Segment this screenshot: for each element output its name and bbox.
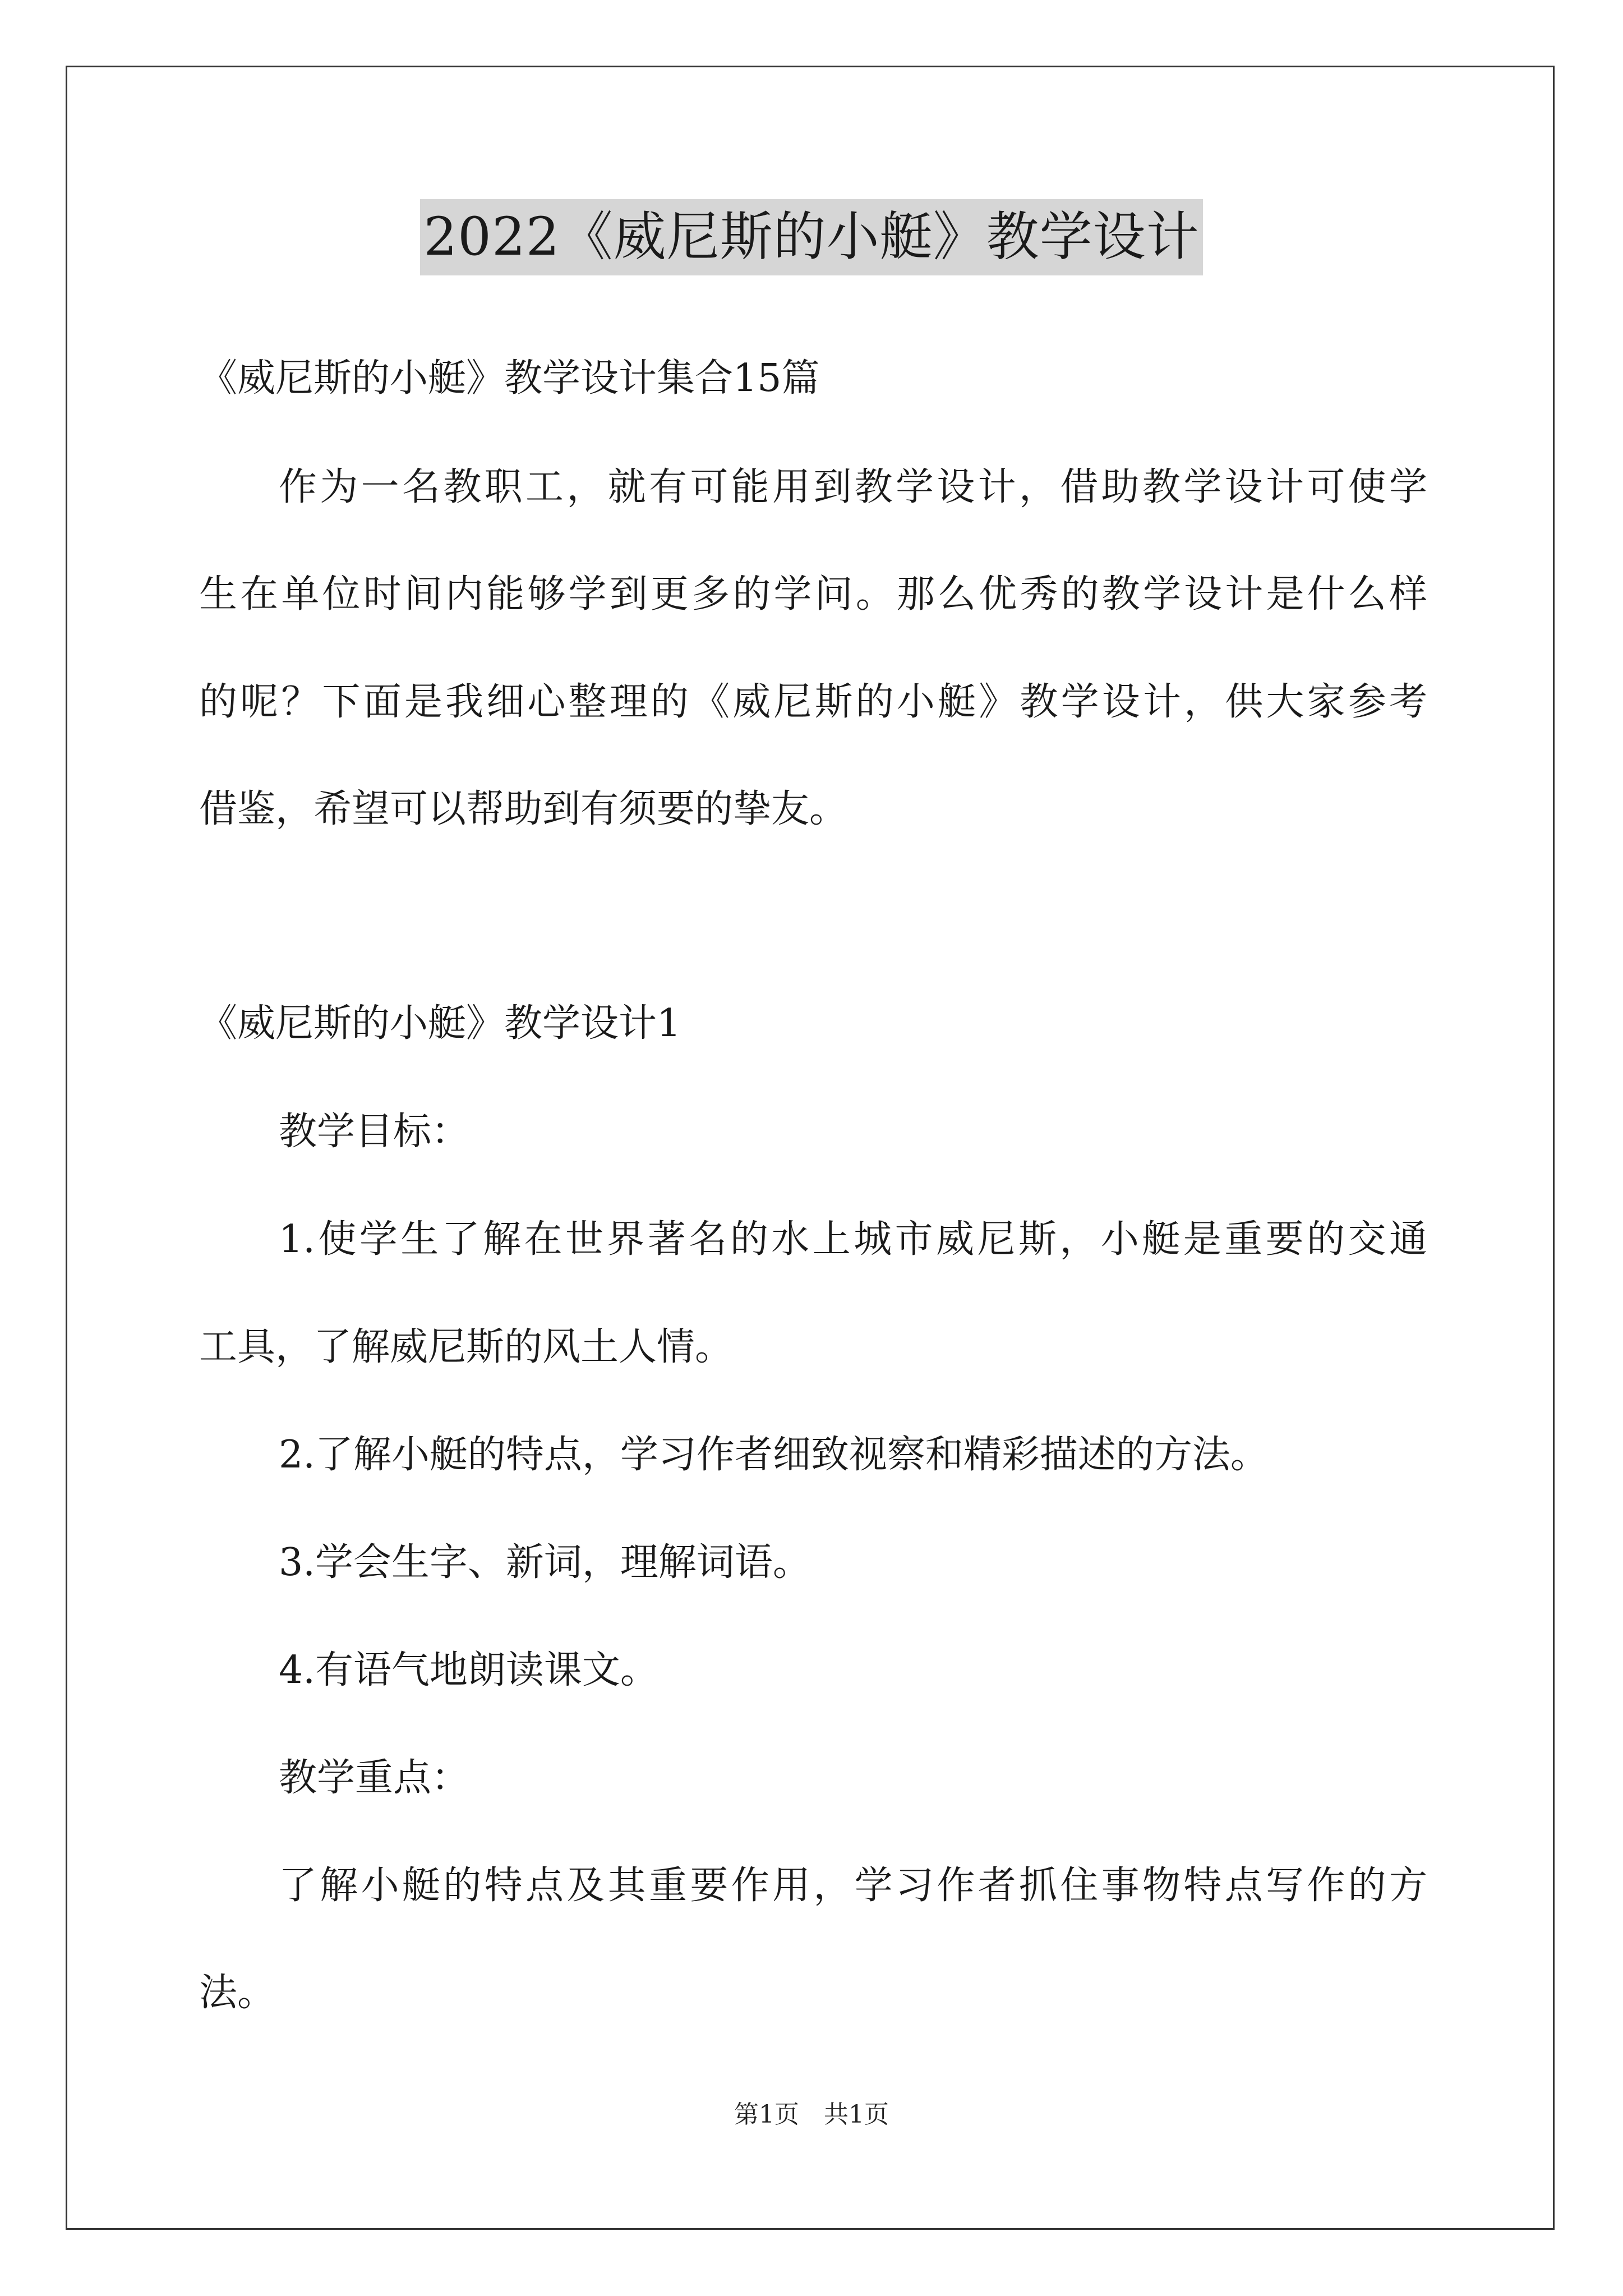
goal-1-line-1: 1.使学生了解在世界著名的水上城市威尼斯，小艇是重要的交通 — [279, 1217, 1427, 1262]
intro-line-1: 作为一名教职工，就有可能用到教学设计，借助教学设计可使学 — [279, 465, 1427, 509]
title-container — [0, 199, 1623, 275]
goal-4: 4.有语气地朗读课文。 — [279, 1648, 658, 1692]
intro-line-4: 借鉴，希望可以帮助到有须要的挚友。 — [199, 787, 848, 831]
section-heading-1: 《威尼斯的小艇》教学设计1 — [199, 1001, 681, 1046]
document-title: 2022《威尼斯的小艇》教学设计 — [420, 199, 1202, 275]
page-number-footer: 第1页 共1页 — [734, 2100, 889, 2129]
focus-line-1: 了解小艇的特点及其重要作用，学习作者抓住事物特点写作的方 — [279, 1864, 1427, 1908]
teaching-focus-label: 教学重点： — [279, 1756, 470, 1800]
intro-line-3: 的呢？下面是我细心整理的《威尼斯的小艇》教学设计，供大家参考 — [199, 680, 1427, 724]
intro-line-2: 生在单位时间内能够学到更多的学问。那么优秀的教学设计是什么样 — [199, 572, 1427, 616]
goal-3: 3.学会生字、新词，理解词语。 — [279, 1540, 811, 1585]
goal-1-line-2: 工具，了解威尼斯的风土人情。 — [199, 1325, 734, 1369]
goal-2: 2.了解小艇的特点，学习作者细致视察和精彩描述的方法。 — [279, 1433, 1269, 1477]
collection-heading: 《威尼斯的小艇》教学设计集合15篇 — [199, 356, 820, 401]
focus-line-2: 法。 — [199, 1971, 276, 2015]
teaching-goals-label: 教学目标： — [279, 1110, 470, 1154]
